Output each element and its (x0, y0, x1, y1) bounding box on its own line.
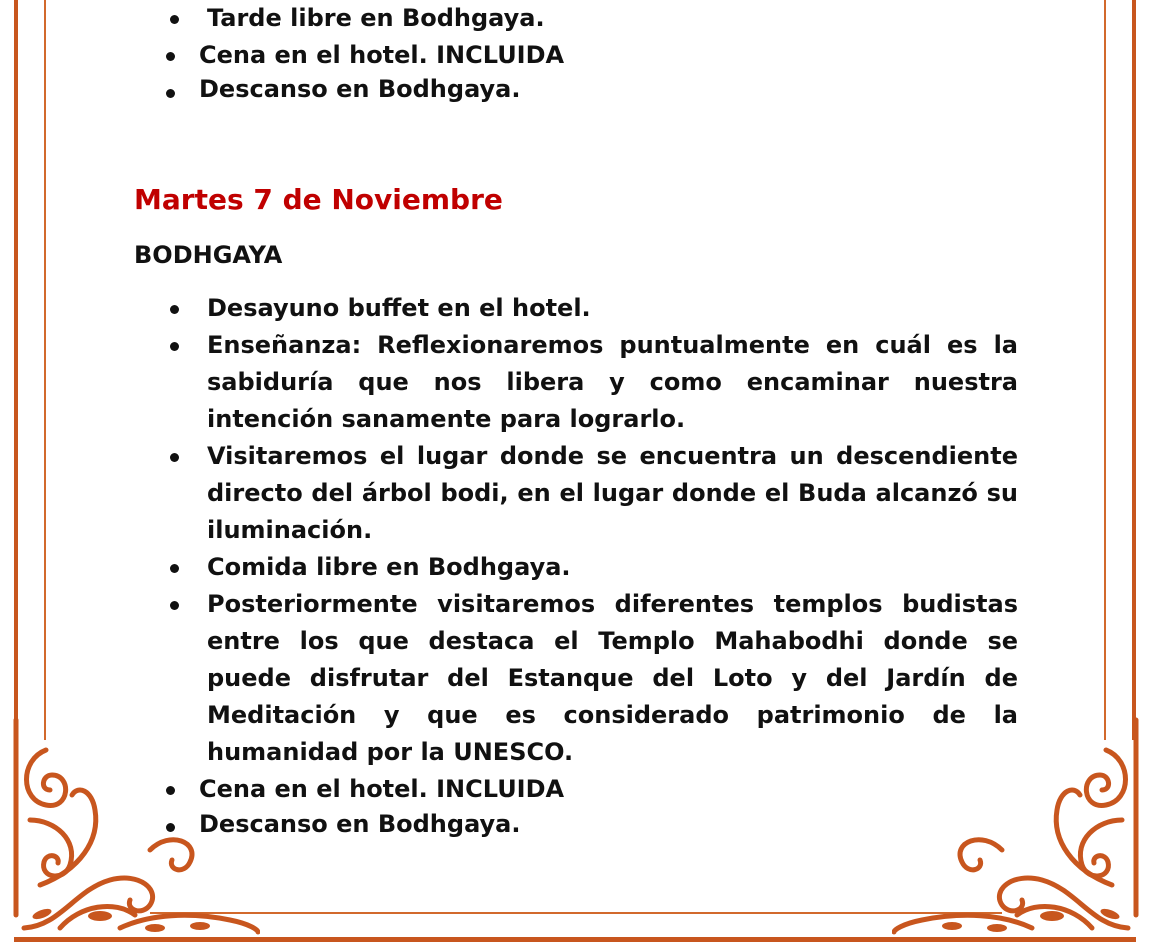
list-item: Tarde libre en Bodhgaya. (134, 0, 1018, 37)
list-item: Cena en el hotel. INCLUIDA (134, 771, 1018, 808)
day-activities-list (134, 290, 1018, 841)
frame-left-inner (44, 0, 46, 740)
previous-day-list (134, 0, 1018, 105)
location-heading: BODHGAYA (134, 241, 283, 269)
day-title: Martes 7 de Noviembre (134, 183, 503, 216)
list-item: Visitaremos el lugar donde se encuentra un descendiente directo del árbol bodi, en el lugar donde el Buda alcanzó su iluminación. (134, 438, 1018, 549)
list-item: Comida libre en Bodhgaya. (134, 549, 1018, 586)
list-item: Enseñanza: Reflexionaremos puntualmente en cuál es la sabiduría que nos libera y como encaminar nuestra intención sanamente para lograrlo. (134, 327, 1018, 438)
list-item: Desayuno buffet en el hotel. (134, 290, 1018, 327)
list-item: Posteriormente visitaremos diferentes templos budistas entre los que destaca el Templo Mahabodhi donde se puede disfrutar del Estanque del Loto y del Jardín de Meditación y que es considerado patrimonio de la humanidad por la UNESCO. (134, 586, 1018, 771)
list-item: Descanso en Bodhgaya. (134, 74, 1018, 105)
frame-left-outer (14, 0, 18, 740)
frame-bottom-inner (150, 912, 1002, 914)
frame-right-outer (1132, 0, 1136, 740)
list-item: Descanso en Bodhgaya. (134, 808, 1018, 841)
list-item: Cena en el hotel. INCLUIDA (134, 37, 1018, 74)
frame-right-inner (1104, 0, 1106, 740)
